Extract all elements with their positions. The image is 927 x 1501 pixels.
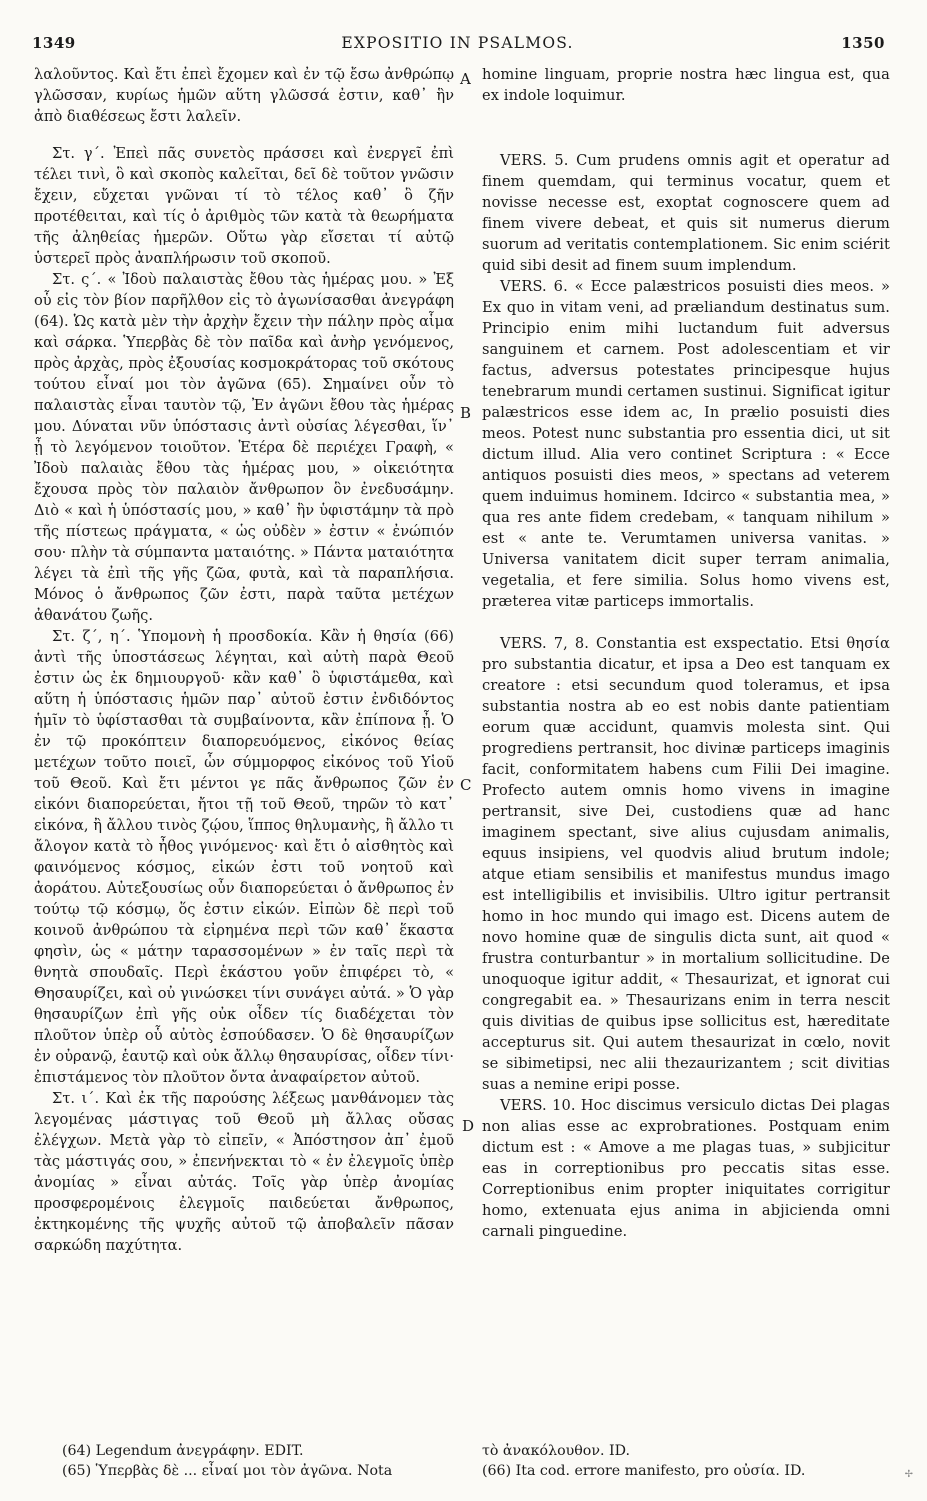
margin-mark-icon: ✢ [904, 1469, 913, 1480]
running-title: EXPOSITIO IN PSALMOS. [341, 34, 574, 52]
page-header [30, 34, 885, 56]
margin-letter-b: B [460, 404, 472, 422]
margin-letter-d: D [462, 1117, 475, 1135]
greek-paragraph: λαλοῦντος. Καὶ ἔτι ἐπεὶ ἔχομεν καὶ ἐν τῷ ἔσω ἀνθρώπῳ γλῶσσαν, κυρίως ἡμῶν αὕτη γλῶσσά ἐστιν, καθ᾽ ἣν ἀπὸ διαθέσεως ἔστι λαλεῖν. [34, 66, 454, 125]
footnotes-left [62, 1441, 462, 1481]
latin-paragraph: VERS. 10. Hoc discimus versiculo dictas Dei plagas non alias esse ac exprobrationes. Postquam enim dictum est : « Amove a me plagas tuas, » subjicitur eas in correptionibus pro peccatis sitas esse. Correptionibus enim propter iniquitates corrigitur homo, extenuata ejus anima in abjicienda omni carnali pinguedine. [482, 1097, 890, 1240]
margin-letter-c: C [460, 776, 472, 794]
latin-paragraph: VERS. 6. « Ecce palæstricos posuisti dies meos. » Ex quo in vitam veni, ad præliandum destinatus sum. Principio enim mihi luctandum fuit adversus sanguinem et carnem. Post adolescentiam et vir factus, adversus potestates principesque hujus tenebrarum mundi certamen sustinui. Significat igitur palæstricos esse idem ac, In prælio posuisti dies meos. Potest nunc substantia pro essentia dici, ut sit dictum illud. Alia vero continet Scriptura : « Ecce antiquos posuisti dies meos, » spectans ad veterem quem induimus hominem. Idcirco « substantia mea, » qua res ante fidem credebam, « tanquam nihilum » est « ante te. Verumtamen universa vanitas. » Universa vanitatem dicit super terram animalia, vegetalia, et fere similia. Solus homo vivens est, præterea vitæ particeps immortalis. [482, 278, 890, 610]
margin-letter-a: A [460, 70, 471, 88]
greek-paragraph: Στ. ς΄. « Ἰδοὺ παλαιστὰς ἔθου τὰς ἡμέρας μου. » Ἐξ οὗ εἰς τὸν βίον παρῆλθον εἰς τὸ ἀγωνίσασθαι ἀνεγράφη (64). Ὡς κατὰ μὲν τὴν ἀρχὴν ἔχειν τὴν πάλην πρὸς αἷμα καὶ σάρκα. Ὑπερβὰς δὲ τὸν παῖδα καὶ ἀνὴρ γενόμενος, πρὸς ἀρχὰς, πρὸς ἐξουσίας κοσμοκράτορας τοῦ σκότους τούτου εἶναί μοι τὸν ἀγῶνα (65). Σημαίνει οὖν τὸ παλαιστὰς εἶναι ταυτὸν τῷ, Ἐν ἀγῶνι ἔθου τὰς ἡμέρας μου. Δύναται νῦν ὑπόστασις ἀντὶ οὐσίας λέγεσθαι, ἵν᾽ ᾖ τὸ λεγόμενον τοιοῦτον. Ἑτέρα δὲ περιέχει Γραφὴ, « Ἰδοὺ παλαιὰς ἔθου τὰς ἡμέρας μου, » οἰκειότητα ἔχουσα πρὸς τὸν παλαιὸν ἄνθρωπον ὃν ἐνεδυσάμην. Διὸ « καὶ ἡ ὑπόστασίς μου, » καθ᾽ ἣν ὑφιστάμην τὰ πρὸ τῆς πίστεως πράγματα, « ὡς οὐδὲν » ἐστιν « ἐνώπιόν σου· πλὴν τὰ σύμπαντα ματαιότης. » Πάντα ματαιότητα λέγει τὰ ἐπὶ τῆς γῆς ζῶα, φυτὰ, καὶ τὰ παραπλήσια. Μόνος ὁ ἄνθρωπος ζῶν ἐστι, παρὰ ταῦτα μετέχων ἀθανάτου ζωῆς. [34, 271, 454, 624]
latin-paragraph: VERS. 7, 8. Constantia est exspectatio. Etsi θησία pro substantia dicatur, et ipsa a Deo est tanquam ex creatore : etsi secundum quod toleramus, et ipsa substantia nostra ab eo est nobis dante patientiam eorum quæ accidunt, quamvis molesta sint. Qui progrediens pertransit, hoc divinæ particeps imaginis facit, conformitatem habens cum Filii Dei imagine. Profecto autem omnis homo vivens in imagine pertransit, sive Dei, custodiens quæ ad hanc imaginem spectant, sive alius cujusdam animalis, equus insipiens, vel quodvis aliud brutum indole; atque etiam sensibilis et manifestus mundus imago est intelligibilis et invisibilis. Ultro igitur pertransit homo in hoc mundo qui imago est. Dicens autem de novo homine quæ de singulis dicta sunt, ait quod « frustra conturbantur » in mortalium sollicitudine. De unoquoque igitur addit, « Thesaurizat, et ignorat cui congregabit ea. » Thesaurizans enim in terra nescit quis divitias de quibus ipse sollicitus est, hæreditate accepturus sit. Qui autem thesaurizat in cœlo, novit se sibimetipsi, nec alii thezaurizantem ; scit divitias suas a nemine eripi posse. [482, 635, 890, 1093]
greek-paragraph: Στ. γ΄. Ἐπεὶ πᾶς συνετὸς πράσσει καὶ ἐνεργεῖ ἐπὶ τέλει τινὶ, ὃ καὶ σκοπὸς καλεῖται, δεῖ δὲ τοῦτον γνῶσιν ἔχειν, εὔχεται γνῶναι τί τὸ τέλος καθ᾽ ὃ ζῆν προτέθειται, καὶ τίς ὁ ἀριθμὸς τῶν κατὰ τὰ θεωρήματα τῆς ἀληθείας ἡμερῶν. Οὕτω γὰρ εἴσεται τί αὐτῷ ὑστερεῖ πρὸς ἀναπλήρωσιν τοῦ σκοποῦ. [34, 145, 454, 267]
greek-paragraph: Στ. ι΄. Καὶ ἐκ τῆς παρούσης λέξεως μανθάνομεν τὰς λεγομένας μάστιγας τοῦ Θεοῦ μὴ ἄλλας οὔσας ἐλέγχων. Μετὰ γὰρ τὸ εἰπεῖν, « Ἀπόστησον ἀπ᾽ ἐμοῦ τὰς μάστιγάς σου, » ἐπενήνεκται τὸ « ἐν ἐλεγμοῖς ὑπὲρ ἀνομίας » εἶναι αὐτάς. Τοῖς γὰρ ὑπὲρ ἀνομίας προσφερομένοις ἐλεγμοῖς παιδεύεται ἄνθρωπος, ἐκτηκομένης τῆς ψυχῆς αὐτοῦ τῷ ἀποβαλεῖν πᾶσαν σαρκώδη παχύτητα. [34, 1090, 454, 1254]
greek-paragraph: Στ. ζ΄, η΄. Ὑπομονὴ ἡ προσδοκία. Κἂν ἡ θησία (66) ἀντὶ τῆς ὑποστάσεως λέγηται, καὶ αὐτὴ παρὰ Θεοῦ ἐστιν ὡς ἐκ δημιουργοῦ· κἂν καθ᾽ ὃ ὑφιστάμεθα, καὶ αὕτη ἡ ὑπόστασις ἡμῶν παρ᾽ αὐτοῦ ἐστιν ἐνδιδόντος ἡμῖν τὸ ὑφίστασθαι τὰ συμβαίνοντα, κἂν ἐπίπονα ᾖ. Ὁ ἐν τῷ προκόπτειν διαπορευόμενος, εἰκόνος θείας μετέχων τοῦτο ποιεῖ, ὧν σύμμορφος εἰκόνος τοῦ Υἱοῦ τοῦ Θεοῦ. Καὶ ἔτι μέντοι γε πᾶς ἄνθρωπος ζῶν ἐν εἰκόνι διαπορεύεται, ἤτοι τῇ τοῦ Θεοῦ, τηρῶν τὸ κατ᾽ εἰκόνα, ἢ ἄλλου τινὸς ζῴου, ἵππος θηλυμανὴς, ἢ ἄλλο τι ἄλογον κατὰ τὸ ἦθος γινόμενος· καὶ ἔτι ὁ αἰσθητὸς καὶ φαινόμενος κόσμος, εἰκών ἐστι τοῦ νοητοῦ καὶ ἀοράτου. Αὐτεξουσίως οὖν διαπορεύεται ὁ ἄνθρωπος ἐν τούτῳ τῷ κόσμῳ, ὅς ἐστιν εἰκών. Εἰπὼν δὲ περὶ τοῦ κοινοῦ ἀνθρώπου τὰ εἰρημένα περὶ τῶν καθ᾽ ἕκαστα φησὶν, ὡς « μάτην ταρασσομένων » ἐν ταῖς περὶ τὰ θνητὰ σπουδαῖς. Περὶ ἑκάστου γοῦν ἐπιφέρει τὸ, « Θησαυρίζει, καὶ οὐ γινώσκει τίνι συνάγει αὐτά. » Ὁ γὰρ θησαυρίζων ἐπὶ γῆς οὐκ οἶδεν τίς διαδέχεται τὸν πλοῦτον ὑπὲρ οὗ αὐτὸς ἐσπούδασεν. Ὁ δὲ θησαυρίζων ἐν οὐρανῷ, ἑαυτῷ καὶ οὐκ ἄλλῳ θησαυρίσας, οἶδεν τίνι· ἐπιστάμενος τὸν πλοῦτον ὄντα ἀναφαίρετον αὐτοῦ. [34, 628, 454, 1086]
latin-paragraph: VERS. 5. Cum prudens omnis agit et operatur ad finem quemdam, qui terminus vocatur, quem et novisse necesse est, exoptat cognoscere quem ad finem vivere debeat, et quis sit numerus dierum suorum ad veritatis contemplationem. Sic enim sciérit quid sibi desit ad finem suum implendum. [482, 152, 890, 274]
latin-paragraph: homine linguam, proprie nostra hæc lingua est, qua ex indole loquimur. [482, 66, 890, 104]
page-number-left: 1349 [32, 34, 76, 52]
footnote: (64) Legendum ἀνεγράφην. EDIT. [62, 1443, 304, 1459]
footnotes-right [482, 1441, 892, 1481]
latin-column [482, 64, 890, 1242]
greek-column [34, 64, 454, 1256]
footnote: (65) Ὑπερβὰς δὲ ... εἶναί μοι τὸν ἀγῶνα. Nota [62, 1463, 393, 1479]
footnote: (66) Ita cod. errore manifesto, pro οὐσία. ID. [482, 1463, 806, 1479]
page-number-right: 1350 [841, 34, 885, 52]
footnote: τὸ ἀνακόλουθον. ID. [482, 1443, 630, 1459]
